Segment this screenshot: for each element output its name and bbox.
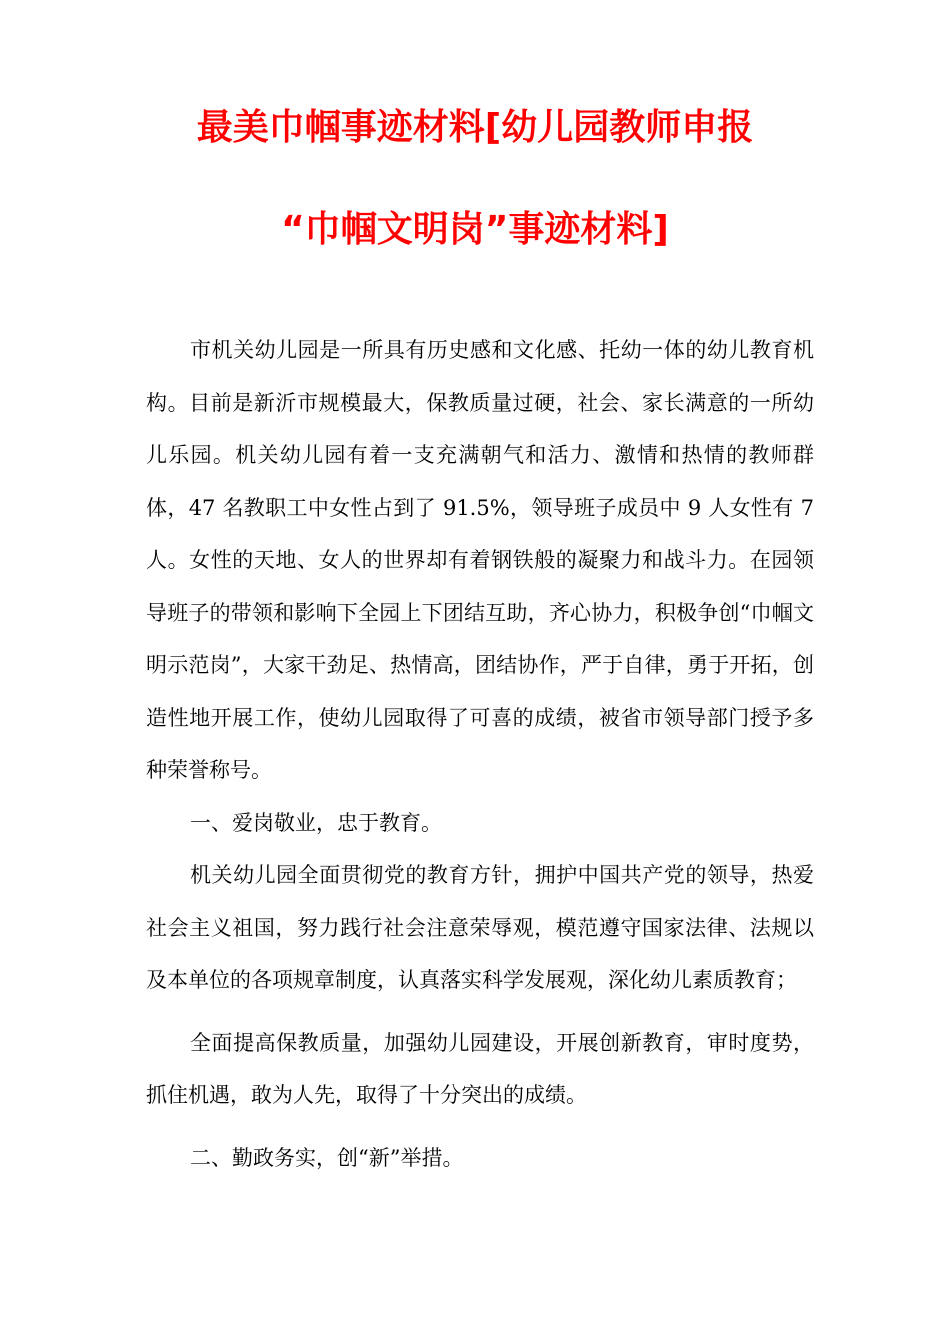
paragraph-intro: 市机关幼儿园是一所具有历史感和文化感、托幼一体的幼儿教育机构。目前是新沂市规模最大，保教质量过硬，社会、家长满意的一所幼儿乐园。机关幼儿园有着一支充满朝气和活力、激情和热情的教师群体，47 名教职工中女性占到了 91.5%，领导班子成员中 9 人女性有 7 人。女性的天地、女人的世界却有着钢铁般的凝聚力和战斗力。在园领导班子的带领和影响下全园上下团结互助，齐心协力，积极争创“巾帼文明示范岗”，大家干劲足、热情高，团结协作，严于自律，勇于开拓，创造性地开展工作，使幼儿园取得了可喜的成绩，被省市领导部门授予多种荣誉称号。: [146, 338, 814, 782]
document-body: [146, 324, 814, 1184]
document-title-line-2: “巾帼文明岗”事迹材料]: [281, 209, 669, 250]
section-heading-1: 一、爱岗敬业，忠于教育。: [190, 810, 442, 835]
document-title-line-1: 最美巾帼事迹材料[幼儿园教师申报: [196, 107, 754, 148]
paragraph-section-1-continued: 全面提高保教质量，加强幼儿园建设，开展创新教育，审时度势，抓住机遇，敢为人先，取得了十分突出的成绩。: [146, 1030, 814, 1107]
paragraph-section-1: 机关幼儿园全面贯彻党的教育方针，拥护中国共产党的领导，热爱社会主义祖国，努力践行社会注意荣辱观，模范遵守国家法律、法规以及本单位的各项规章制度，认真落实科学发展观，深化幼儿素质教育；: [146, 863, 814, 992]
section-heading-2: 二、勤政务实，创“新”举措。: [190, 1145, 464, 1170]
